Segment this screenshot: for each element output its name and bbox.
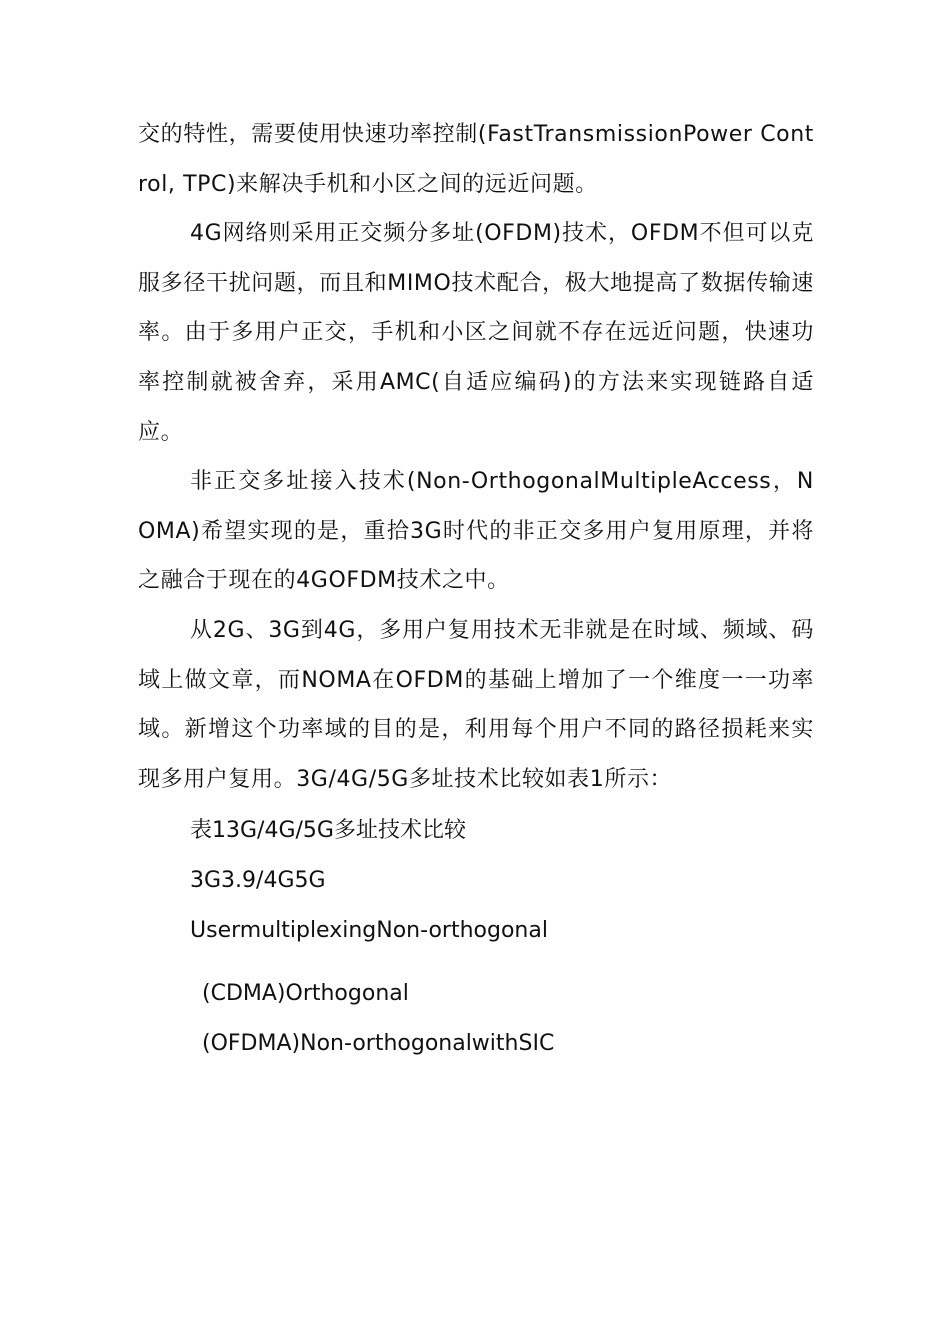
- table-row: UsermultiplexingNon-orthogonal: [190, 917, 548, 943]
- table-row: (CDMA)Orthogonal: [202, 981, 409, 1007]
- table-caption: 表13G/4G/5G多址技术比较: [190, 818, 466, 844]
- table-row: (OFDMA)Non-orthogonalwithSIC: [202, 1030, 555, 1056]
- paragraph-1: 交的特性，需要使用快速功率控制(FastTransmissionPower Control, TPC)来解决手机和小区之间的远近问题。: [138, 122, 814, 197]
- paragraph-4: 从2G、3G到4G，多用户复用技术无非就是在时域、频域、码域上做文章，而NOMA在OFDM的基础上增加了一个维度一一功率域。新增这个功率域的目的是，利用每个用户不同的路径损耗来实现多用户复用。3G/4G/5G多址技术比较如表1所示：: [138, 617, 814, 792]
- table-comparison: [138, 806, 814, 1068]
- document-body: [138, 110, 814, 1068]
- paragraph-3: 非正交多址接入技术(Non-OrthogonalMultipleAccess，NOMA)希望实现的是，重拾3G时代的非正交多用户复用原理，并将之融合于现在的4GOFDM技术之中。: [138, 469, 814, 594]
- table-header-row: 3G3.9/4G5G: [190, 867, 326, 893]
- paragraph-2: 4G网络则采用正交频分多址(OFDM)技术，OFDM不但可以克服多径干扰问题，而且和MIMO技术配合，极大地提高了数据传输速率。由于多用户正交，手机和小区之间就不存在远近问题，快速功率控制就被舍弃，采用AMC(自适应编码)的方法来实现链路自适应。: [138, 221, 814, 445]
